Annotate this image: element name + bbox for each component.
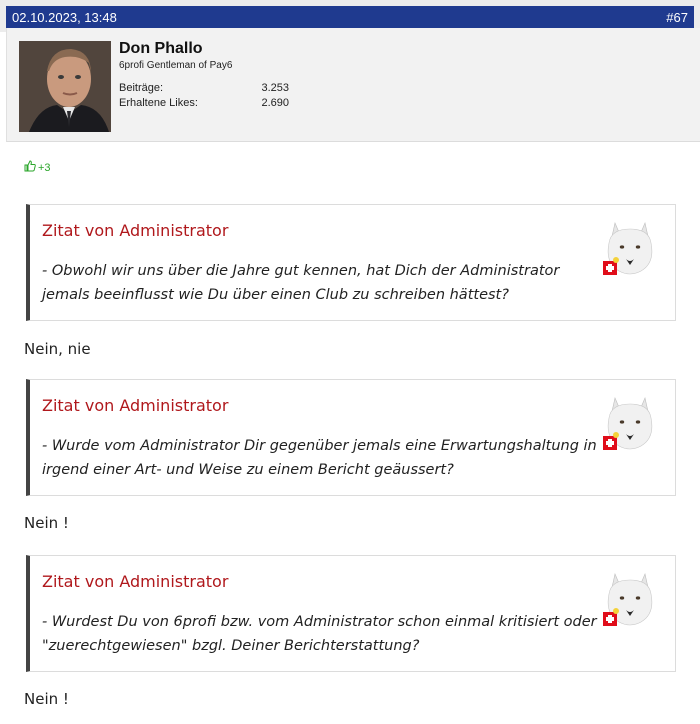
like-count: +3 (38, 161, 51, 174)
wolf-avatar-icon (601, 394, 659, 452)
quote-title[interactable]: Zitat von Administrator (42, 396, 229, 415)
stat-value: 3.253 (261, 82, 289, 94)
quote-block (26, 379, 676, 496)
reply-text: Nein, nie (24, 340, 91, 358)
reply-text: Nein ! (24, 690, 69, 708)
stat-label: Erhaltene Likes: (119, 97, 198, 109)
quote-block (26, 555, 676, 672)
quote-text: - Wurdest Du von 6profi bzw. vom Administrator schon einmal kritisiert oder "zuerechtgewiesen" bzgl. Deiner Berichterstattung? (42, 614, 597, 654)
stat-value: 2.690 (261, 97, 289, 109)
user-panel (6, 28, 700, 142)
thumbs-up-icon (24, 160, 36, 175)
post-datetime[interactable]: 02.10.2023, 13:48 (12, 9, 117, 25)
quote-text: - Wurde vom Administrator Dir gegenüber jemals eine Erwartungshaltung in irgend einer Art- und Weise zu einem Bericht geäussert? (42, 438, 597, 478)
stat-row-posts (119, 82, 289, 94)
wolf-avatar-icon (601, 219, 659, 277)
quote-block (26, 204, 676, 321)
post-number-link[interactable]: #67 (666, 9, 688, 25)
user-rank: 6profi Gentleman of Pay6 (119, 60, 233, 71)
like-summary[interactable] (24, 160, 51, 175)
quote-text: - Obwohl wir uns über die Jahre gut kennen, hat Dich der Administrator jemals beeinflusst wie Du über einen Club zu schreiben hättest? (42, 263, 560, 303)
avatar[interactable] (19, 41, 111, 132)
user-name[interactable]: Don Phallo (119, 40, 203, 57)
post-header-bar (6, 6, 694, 28)
quote-title[interactable]: Zitat von Administrator (42, 221, 229, 240)
quote-title[interactable]: Zitat von Administrator (42, 572, 229, 591)
reply-text: Nein ! (24, 514, 69, 532)
stat-label: Beiträge: (119, 82, 164, 94)
wolf-avatar-icon (601, 570, 659, 628)
stat-row-likes (119, 97, 289, 109)
